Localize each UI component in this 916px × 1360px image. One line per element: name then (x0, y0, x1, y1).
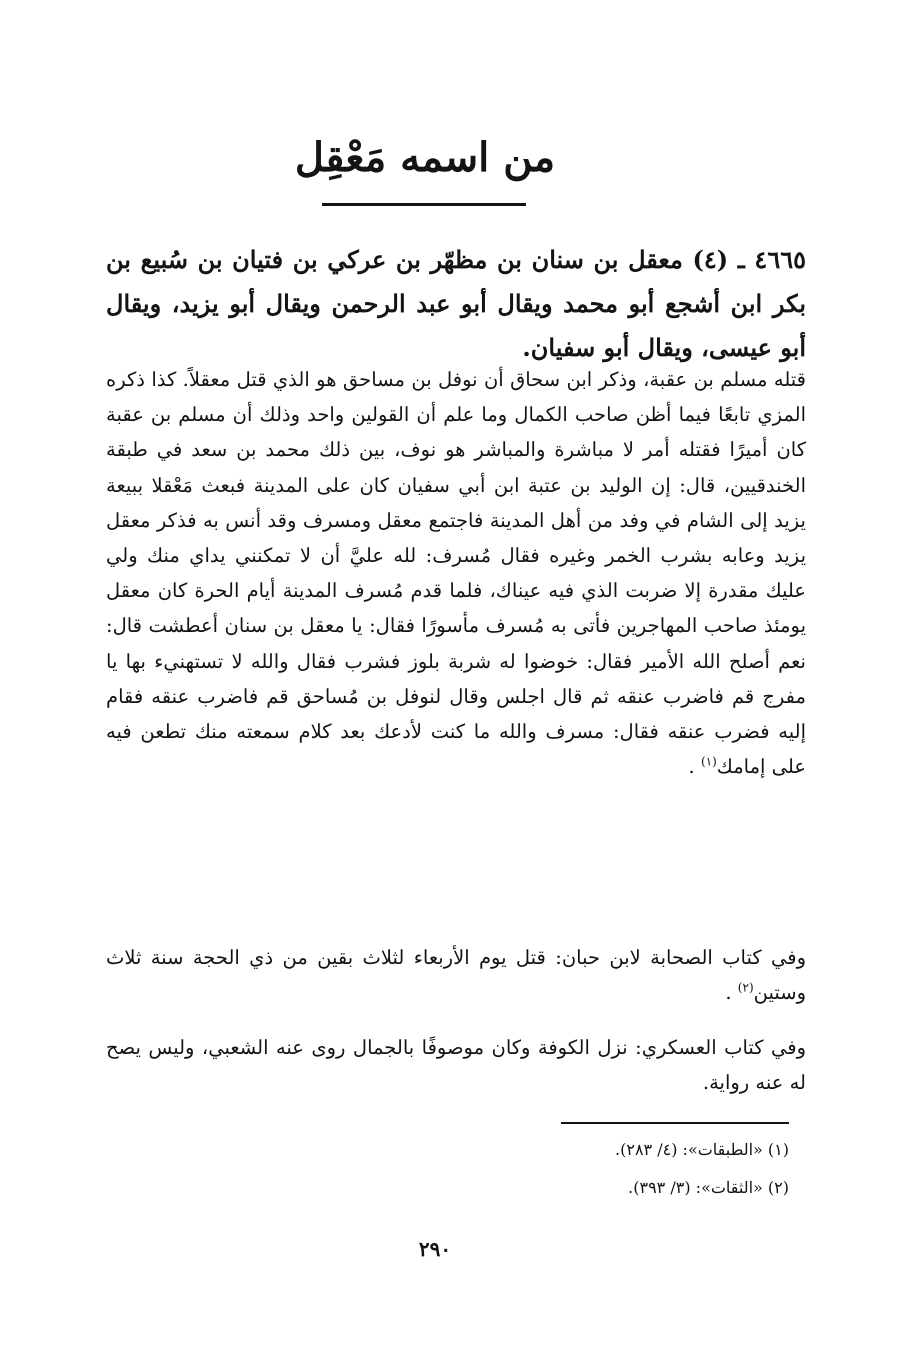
footnote-marker-2[interactable]: (٢) (737, 980, 754, 995)
heading-underline (322, 203, 526, 206)
footnote-separator (561, 1122, 789, 1124)
paragraph-3-text: وفي كتاب العسكري: نزل الكوفة وكان موصوفًا بالجمال روى عنه الشعبي، وليس يصح له عنه رواية. (106, 1036, 806, 1095)
footnote-marker-1[interactable]: (١) (700, 754, 717, 769)
body-paragraph-2 (106, 940, 806, 1010)
paragraph-2-text: وفي كتاب الصحابة لابن حبان: قتل يوم الأربعاء لثلاث بقين من ذي الحجة سنة ثلاث وستين (106, 946, 806, 1005)
body-paragraph-1 (106, 362, 806, 784)
page-number: ٢٩٠ (418, 1237, 452, 1261)
footnote-1: (١) «الطبقات»: (٤/ ٢٨٣). (615, 1140, 789, 1159)
body-paragraph-3 (106, 1030, 806, 1100)
paragraph-2-end: . (725, 981, 738, 1005)
paragraph-1-text: قتله مسلم بن عقبة، وذكر ابن سحاق أن نوفل بن مساحق هو الذي قتل معقلاً. كذا ذكره المزي تابعًا فيما أظن صاحب الكمال وما علم أن القولين واحد وذلك أن مسلم بن عقبة كان أميرًا فقتله أمر لا مباشرة والمباشر هو نوف، بين ذلك محمد بن سعد في طبقة الخندقيين، قال: إن الوليد بن عتبة ابن أبي سفيان كان على المدينة فبعث مَعْقلا ببيعة يزيد إلى الشام في وفد من أهل المدينة فاجتمع معقل ومسرف وقد أنس به فذكر معقل يزيد وعابه بشرب الخمر وغيره فقال مُسرف: لله عليَّ أن لا تمكنني يداي منك ولي عليك مقدرة إلا ضربت الذي فيه عيناك، فلما قدم مُسرف المدينة أيام الحرة كان معقل يومئذ صاحب المهاجرين فأتى به مُسرف مأسورًا فقال: يا معقل بن سنان أعطشت قال: نعم أصلح الله الأمير فقال: خوضوا له شربة بلوز فشرب فقال والله لا تستهنيء بها يا مفرج قم فاضرب عنقه ثم قال اجلس وقال لنوفل بن مُساحق قم فاضرب عنقه فقام إليه فضرب عنقه فقال: مسرف والله ما كنت لأدعك بعد كلام سمعته منك تطعن فيه على إمامك (106, 368, 806, 779)
biography-entry-heading: ٤٦٦٥ ـ (٤) معقل بن سنان بن مظهّر بن عركي بن فتيان بن سُبيع بن بكر ابن أشجع أبو محمد ويقال أبو عبد الرحمن ويقال أبو يزيد، ويقال أبو عيسى، ويقال أبو سفيان. (106, 245, 806, 362)
paragraph-1-end: . (688, 755, 701, 779)
footnote-2: (٢) «الثقات»: (٣/ ٣٩٣). (628, 1178, 789, 1197)
section-heading: من اسمه مَعْقِل (294, 134, 556, 181)
